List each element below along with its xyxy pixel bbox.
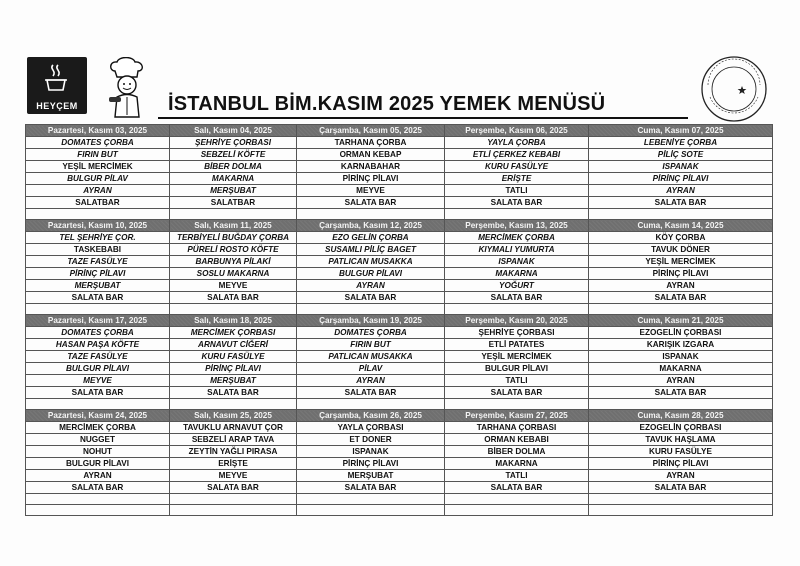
- day-header: Perşembe, Kasım 13, 2025: [445, 220, 589, 232]
- menu-cell: SALATA BAR: [26, 482, 170, 494]
- menu-cell: BULGUR PİLAVI: [26, 363, 170, 375]
- menu-cell: PATLICAN MUSAKKA: [297, 351, 445, 363]
- court-seal-icon: [700, 55, 768, 123]
- spacer-row: [26, 494, 773, 505]
- menu-cell: PİRİNÇ PİLAVI: [589, 268, 773, 280]
- menu-row: [26, 244, 773, 256]
- menu-cell: AYRAN: [589, 280, 773, 292]
- menu-cell: MERŞUBAT: [170, 185, 297, 197]
- menu-row: [26, 434, 773, 446]
- menu-row: [26, 232, 773, 244]
- spacer-row: [26, 399, 773, 410]
- menu-cell: ETLİ PATATES: [445, 339, 589, 351]
- menu-cell: BARBUNYA PİLAKİ: [170, 256, 297, 268]
- menu-cell: SALATA BAR: [26, 292, 170, 304]
- menu-cell: PİRİNÇ PİLAVI: [297, 458, 445, 470]
- menu-cell: PİRİNÇ PİLAVI: [297, 173, 445, 185]
- week-header-row: [26, 315, 773, 327]
- menu-cell: DOMATES ÇORBA: [26, 137, 170, 149]
- menu-cell: ERİŞTE: [445, 173, 589, 185]
- menu-cell: EZOGELİN ÇORBASI: [589, 327, 773, 339]
- menu-cell: SEBZELİ KÖFTE: [170, 149, 297, 161]
- menu-cell: YEŞİL MERCİMEK: [26, 161, 170, 173]
- menu-row: [26, 482, 773, 494]
- menu-cell: MERŞUBAT: [297, 470, 445, 482]
- menu-row: [26, 185, 773, 197]
- menu-cell: EZOGELİN ÇORBASI: [589, 422, 773, 434]
- menu-cell: LEBENİYE ÇORBA: [589, 137, 773, 149]
- menu-cell: TERBİYELİ BUĞDAY ÇORBA: [170, 232, 297, 244]
- menu-cell: ZEYTİN YAĞLI PIRASA: [170, 446, 297, 458]
- menu-row: [26, 280, 773, 292]
- menu-cell: KIYMALI YUMURTA: [445, 244, 589, 256]
- menu-cell: AYRAN: [297, 280, 445, 292]
- menu-cell: YOĞURT: [445, 280, 589, 292]
- chef-icon: [103, 57, 151, 119]
- menu-cell: SEBZELİ ARAP TAVA: [170, 434, 297, 446]
- menu-cell: PİRİNÇ PİLAVI: [170, 363, 297, 375]
- menu-cell: SALATA BAR: [445, 387, 589, 399]
- menu-cell: YEŞİL MERCİMEK: [589, 256, 773, 268]
- menu-cell: TAZE FASÜLYE: [26, 256, 170, 268]
- menu-row: [26, 446, 773, 458]
- menu-cell: ARNAVUT CİĞERİ: [170, 339, 297, 351]
- menu-cell: PATLICAN MUSAKKA: [297, 256, 445, 268]
- menu-cell: TEL ŞEHRİYE ÇOR.: [26, 232, 170, 244]
- menu-cell: SALATA BAR: [445, 197, 589, 209]
- menu-cell: TATLI: [445, 185, 589, 197]
- menu-cell: ET DONER: [297, 434, 445, 446]
- menu-cell: MERŞUBAT: [26, 280, 170, 292]
- menu-cell: MAKARNA: [170, 173, 297, 185]
- day-header: Pazartesi, Kasım 24, 2025: [26, 410, 170, 422]
- day-header: Çarşamba, Kasım 19, 2025: [297, 315, 445, 327]
- menu-row: [26, 149, 773, 161]
- menu-cell: SALATA BAR: [170, 482, 297, 494]
- menu-cell: BULGUR PİLAVI: [445, 363, 589, 375]
- day-header: Cuma, Kasım 21, 2025: [589, 315, 773, 327]
- menu-cell: KARNABAHAR: [297, 161, 445, 173]
- menu-row: [26, 422, 773, 434]
- day-header: Salı, Kasım 11, 2025: [170, 220, 297, 232]
- menu-cell: ISPANAK: [589, 351, 773, 363]
- logo-text: HEYÇEM: [36, 101, 78, 111]
- day-header: Pazartesi, Kasım 03, 2025: [26, 125, 170, 137]
- menu-cell: MERCİMEK ÇORBA: [445, 232, 589, 244]
- menu-row: [26, 351, 773, 363]
- menu-cell: BULGUR PİLAV: [26, 173, 170, 185]
- menu-cell: TASKEBABI: [26, 244, 170, 256]
- menu-cell: ŞEHRİYE ÇORBASI: [445, 327, 589, 339]
- day-header: Çarşamba, Kasım 05, 2025: [297, 125, 445, 137]
- menu-cell: HASAN PAŞA KÖFTE: [26, 339, 170, 351]
- day-header: Çarşamba, Kasım 26, 2025: [297, 410, 445, 422]
- menu-cell: NUGGET: [26, 434, 170, 446]
- day-header: Cuma, Kasım 28, 2025: [589, 410, 773, 422]
- menu-cell: AYRAN: [297, 375, 445, 387]
- menu-cell: PİLAV: [297, 363, 445, 375]
- menu-cell: KURU FASÜLYE: [589, 446, 773, 458]
- menu-row: [26, 137, 773, 149]
- menu-cell: YAYLA ÇORBASI: [297, 422, 445, 434]
- menu-row: [26, 268, 773, 280]
- menu-row: [26, 387, 773, 399]
- menu-cell: AYRAN: [26, 185, 170, 197]
- menu-cell: AYRAN: [589, 375, 773, 387]
- day-header: Perşembe, Kasım 06, 2025: [445, 125, 589, 137]
- menu-cell: AYRAN: [26, 470, 170, 482]
- menu-cell: MAKARNA: [445, 458, 589, 470]
- menu-cell: ORMAN KEBAP: [297, 149, 445, 161]
- menu-cell: ISPANAK: [445, 256, 589, 268]
- menu-cell: ERİŞTE: [170, 458, 297, 470]
- menu-cell: YAYLA ÇORBA: [445, 137, 589, 149]
- menu-cell: TAVUK HAŞLAMA: [589, 434, 773, 446]
- menu-cell: YEŞİL MERCİMEK: [445, 351, 589, 363]
- title-underline: [158, 117, 688, 119]
- menu-cell: SALATA BAR: [26, 387, 170, 399]
- menu-cell: SALATA BAR: [297, 482, 445, 494]
- menu-cell: MAKARNA: [445, 268, 589, 280]
- day-header: Salı, Kasım 25, 2025: [170, 410, 297, 422]
- menu-cell: SALATA BAR: [170, 387, 297, 399]
- menu-row: [26, 197, 773, 209]
- menu-cell: ISPANAK: [589, 161, 773, 173]
- menu-cell: TAZE FASÜLYE: [26, 351, 170, 363]
- menu-cell: SALATA BAR: [445, 482, 589, 494]
- menu-cell: SALATA BAR: [297, 387, 445, 399]
- menu-row: [26, 470, 773, 482]
- week-header-row: [26, 220, 773, 232]
- menu-cell: BULGUR PİLAVI: [297, 268, 445, 280]
- menu-cell: PİRİNÇ PİLAVI: [589, 173, 773, 185]
- menu-cell: MAKARNA: [589, 363, 773, 375]
- menu-cell: MERCİMEK ÇORBA: [26, 422, 170, 434]
- menu-cell: KURU FASÜLYE: [170, 351, 297, 363]
- menu-cell: PİLİÇ SOTE: [589, 149, 773, 161]
- menu-cell: ISPANAK: [297, 446, 445, 458]
- day-header: Perşembe, Kasım 27, 2025: [445, 410, 589, 422]
- menu-cell: ŞEHRİYE ÇORBASI: [170, 137, 297, 149]
- menu-cell: BİBER DOLMA: [170, 161, 297, 173]
- spacer-row: [26, 304, 773, 315]
- menu-cell: NOHUT: [26, 446, 170, 458]
- menu-row: [26, 339, 773, 351]
- menu-row: [26, 292, 773, 304]
- menu-cell: SALATBAR: [170, 197, 297, 209]
- menu-cell: MERŞUBAT: [170, 375, 297, 387]
- menu-cell: SOSLU MAKARNA: [170, 268, 297, 280]
- heycem-logo: [27, 57, 87, 114]
- menu-cell: SALATA BAR: [170, 292, 297, 304]
- day-header: Perşembe, Kasım 20, 2025: [445, 315, 589, 327]
- menu-cell: TARHANA ÇORBASI: [445, 422, 589, 434]
- menu-row: [26, 458, 773, 470]
- week-header-row: [26, 410, 773, 422]
- menu-cell: AYRAN: [589, 185, 773, 197]
- menu-cell: KURU FASÜLYE: [445, 161, 589, 173]
- menu-cell: DOMATES ÇORBA: [297, 327, 445, 339]
- menu-cell: SALATBAR: [26, 197, 170, 209]
- menu-cell: SALATA BAR: [445, 292, 589, 304]
- menu-cell: SALATA BAR: [589, 197, 773, 209]
- day-header: Cuma, Kasım 07, 2025: [589, 125, 773, 137]
- menu-row: [26, 161, 773, 173]
- menu-cell: TAVUKLU ARNAVUT ÇOR: [170, 422, 297, 434]
- menu-cell: MEYVE: [26, 375, 170, 387]
- menu-cell: MERCİMEK ÇORBASI: [170, 327, 297, 339]
- week-header-row: [26, 125, 773, 137]
- page-title: İSTANBUL BİM.KASIM 2025 YEMEK MENÜSÜ: [168, 93, 606, 115]
- menu-row: [26, 363, 773, 375]
- spacer-row: [26, 209, 773, 220]
- menu-row: [26, 327, 773, 339]
- menu-cell: BİBER DOLMA: [445, 446, 589, 458]
- menu-cell: KARIŞIK IZGARA: [589, 339, 773, 351]
- menu-cell: SALATA BAR: [297, 197, 445, 209]
- menu-cell: PİRİNÇ PİLAVI: [589, 458, 773, 470]
- menu-cell: DOMATES ÇORBA: [26, 327, 170, 339]
- menu-row: [26, 173, 773, 185]
- menu-row: [26, 375, 773, 387]
- menu-cell: BULGUR PİLAVI: [26, 458, 170, 470]
- menu-cell: FIRIN BUT: [297, 339, 445, 351]
- menu-cell: SALATA BAR: [589, 387, 773, 399]
- menu-cell: MEYVE: [170, 470, 297, 482]
- menu-cell: TATLI: [445, 375, 589, 387]
- day-header: Pazartesi, Kasım 17, 2025: [26, 315, 170, 327]
- menu-cell: SALATA BAR: [589, 482, 773, 494]
- day-header: Cuma, Kasım 14, 2025: [589, 220, 773, 232]
- menu-cell: EZO GELİN ÇORBA: [297, 232, 445, 244]
- menu-cell: SALATA BAR: [297, 292, 445, 304]
- menu-cell: PİRİNÇ PİLAVI: [26, 268, 170, 280]
- menu-cell: TAVUK DÖNER: [589, 244, 773, 256]
- menu-cell: SUSAMLI PİLİÇ BAGET: [297, 244, 445, 256]
- menu-cell: FIRIN BUT: [26, 149, 170, 161]
- menu-cell: TATLI: [445, 470, 589, 482]
- menu-cell: ETLİ ÇERKEZ KEBABI: [445, 149, 589, 161]
- menu-cell: TARHANA ÇORBA: [297, 137, 445, 149]
- menu-cell: SALATA BAR: [589, 292, 773, 304]
- menu-cell: PÜRELİ ROSTO KÖFTE: [170, 244, 297, 256]
- menu-cell: AYRAN: [589, 470, 773, 482]
- day-header: Çarşamba, Kasım 12, 2025: [297, 220, 445, 232]
- menu-row: [26, 256, 773, 268]
- steaming-pot-icon: [45, 63, 67, 93]
- menu-cell: KÖY ÇORBA: [589, 232, 773, 244]
- menu-cell: MEYVE: [297, 185, 445, 197]
- menu-cell: ORMAN KEBABI: [445, 434, 589, 446]
- day-header: Salı, Kasım 04, 2025: [170, 125, 297, 137]
- spacer-row: [26, 505, 773, 516]
- menu-table: [25, 124, 773, 516]
- day-header: Pazartesi, Kasım 10, 2025: [26, 220, 170, 232]
- menu-cell: MEYVE: [170, 280, 297, 292]
- day-header: Salı, Kasım 18, 2025: [170, 315, 297, 327]
